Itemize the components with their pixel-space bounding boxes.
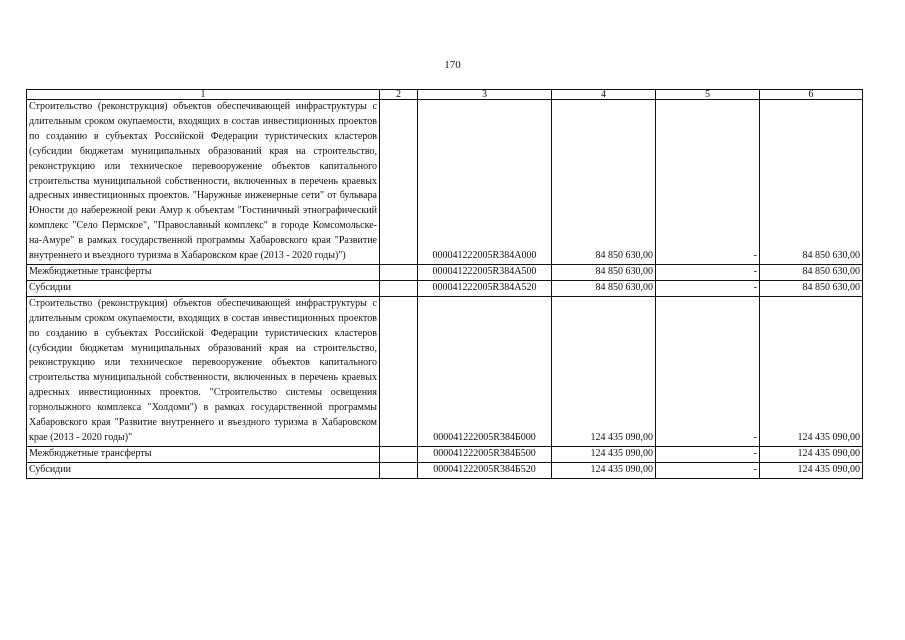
column-header: 5: [656, 90, 760, 100]
row-col5: -: [656, 462, 760, 478]
table-row: [27, 264, 863, 280]
header-row: [27, 90, 863, 100]
row-col4: 84 850 630,00: [552, 264, 656, 280]
row-code: 000041222005R384Б520: [418, 462, 552, 478]
row-col5: -: [656, 280, 760, 296]
row-col4: 84 850 630,00: [552, 280, 656, 296]
row-col2: [380, 296, 418, 446]
column-header: 6: [760, 90, 863, 100]
page-number: 170: [444, 59, 461, 71]
row-col4: 124 435 090,00: [552, 462, 656, 478]
row-col4: 84 850 630,00: [552, 100, 656, 265]
row-description: Строительство (реконструкция) объектов обеспечивающей инфраструктуры с длительным сроком окупаемости, входящих в состав инвестиционных проектов по созданию в субъектах Российской Федерации туристических кластеров (субсидии бюджетам муниципальных образований края на строительство, реконструкцию или техническое перевооружение объектов капитального строительства муниципальной собственности, включенных в перечень краевых адресных инвестиционных проектов. "Наружные инженерные сети" от бульвара Юности до набережной реки Амур к объектам "Гостиничный этнографический комплекс "Село Пермское", "Православный комплекс" в городе Комсомольске-на-Амуре" в рамках государственной программы Хабаровского края "Развитие внутреннего и въездного туризма в Хабаровском крае (2013 - 2020 годы)"): [27, 100, 380, 265]
column-header: 1: [27, 90, 380, 100]
row-col4: 124 435 090,00: [552, 446, 656, 462]
table-row: [27, 296, 863, 446]
row-col6: 84 850 630,00: [760, 280, 863, 296]
row-description: Межбюджетные трансферты: [27, 264, 380, 280]
row-description: Строительство (реконструкция) объектов обеспечивающей инфраструктуры с длительным сроком окупаемости, входящих в состав инвестиционных проектов по созданию в субъектах Российской Федерации туристических кластеров (субсидии бюджетам муниципальных образований края на строительство, реконструкцию или техническое перевооружение объектов капитального строительства муниципальной собственности, включенных в перечень краевых адресных инвестиционных проектов. "Строительство системы освещения горнолыжного комплекса "Холдоми") в рамках государственной программы Хабаровского края "Развитие внутреннего и въездного туризма в Хабаровском крае (2013 - 2020 годы)": [27, 296, 380, 446]
row-col6: 124 435 090,00: [760, 446, 863, 462]
row-col2: [380, 446, 418, 462]
row-description: Межбюджетные трансферты: [27, 446, 380, 462]
row-col4: 124 435 090,00: [552, 296, 656, 446]
row-col5: -: [656, 264, 760, 280]
row-col6: 84 850 630,00: [760, 100, 863, 265]
row-code: 000041222005R384A500: [418, 264, 552, 280]
row-col2: [380, 280, 418, 296]
table-row: [27, 446, 863, 462]
row-code: 000041222005R384Б000: [418, 296, 552, 446]
row-code: 000041222005R384A520: [418, 280, 552, 296]
row-col2: [380, 264, 418, 280]
row-code: 000041222005R384Б500: [418, 446, 552, 462]
row-description: Субсидии: [27, 462, 380, 478]
table-row: [27, 280, 863, 296]
row-col2: [380, 100, 418, 265]
row-col2: [380, 462, 418, 478]
column-header: 4: [552, 90, 656, 100]
column-header: 3: [418, 90, 552, 100]
table-row: [27, 100, 863, 265]
row-col5: -: [656, 100, 760, 265]
row-code: 000041222005R384A000: [418, 100, 552, 265]
table-row: [27, 462, 863, 478]
budget-table: [26, 89, 863, 479]
column-header: 2: [380, 90, 418, 100]
row-col6: 84 850 630,00: [760, 264, 863, 280]
row-col5: -: [656, 296, 760, 446]
row-col6: 124 435 090,00: [760, 462, 863, 478]
row-description: Субсидии: [27, 280, 380, 296]
row-col5: -: [656, 446, 760, 462]
row-col6: 124 435 090,00: [760, 296, 863, 446]
